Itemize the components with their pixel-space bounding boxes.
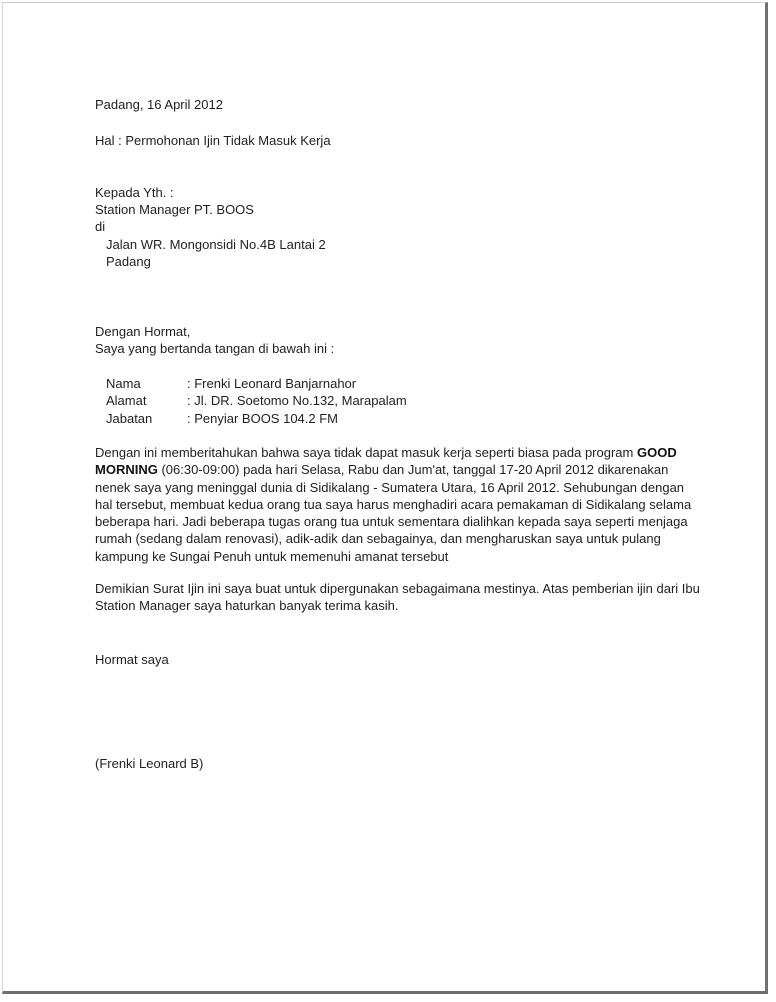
recipient-di: di <box>95 219 106 234</box>
identity-label: Jabatan <box>106 411 153 426</box>
identity-value: : Penyiar BOOS 104.2 FM <box>187 411 339 426</box>
identity-label: Nama <box>106 376 141 391</box>
closing-line: Hormat saya <box>95 652 169 667</box>
letter-subject: Hal : Permohonan Ijin Tidak Masuk Kerja <box>95 133 331 148</box>
signature-name: (Frenki Leonard B) <box>95 756 204 771</box>
greeting: Dengan Hormat, <box>95 324 191 339</box>
identity-value: : Jl. DR. Soetomo No.132, Marapalam <box>187 393 407 408</box>
identity-label: Alamat <box>106 393 147 408</box>
recipient-name: Station Manager PT. BOOS <box>95 202 254 217</box>
intro-line: Saya yang bertanda tangan di bawah ini : <box>95 341 335 356</box>
letter-page <box>2 2 768 994</box>
closing-paragraph: Demikian Surat Ijin ini saya buat untuk dipergunakan sebagaimana mestinya. Atas pemberian ijin dari Ibu Station Manager saya haturkan banyak terima kasih. <box>95 581 700 614</box>
identity-value: : Frenki Leonard Banjarnahor <box>187 376 357 391</box>
place-date: Padang, 16 April 2012 <box>95 97 223 112</box>
recipient-address-line1: Jalan WR. Mongonsidi No.4B Lantai 2 <box>106 237 326 252</box>
body-text-part2: (06:30-09:00) pada hari Selasa, Rabu dan Jum'at, tanggal 17-20 April 2012 dikarenakan nenek saya yang meninggal dunia di Sidikalang - Sumatera Utara, 16 April 2012. Sehubungan dengan hal tersebut, membuat kedua orang tua saya harus menghadiri acara pemakaman di Sidikalang selama beberapa hari. Jadi beberapa tugas orang tua untuk sementara dialihkan kepada saya seperti menjaga rumah (sedang dalam renovasi), adik-adik dan sebagainya, dan mengharuskan saya untuk pulang kampung ke Sungai Penuh untuk memenuhi amanat tersebut <box>95 462 692 564</box>
recipient-salutation: Kepada Yth. : <box>95 185 174 200</box>
body-text-part1: Dengan ini memberitahukan bahwa saya tidak dapat masuk kerja seperti biasa pada program <box>95 445 637 460</box>
program-name: GOOD MORNING <box>95 445 677 478</box>
body-paragraph <box>95 444 701 565</box>
recipient-address-line2: Padang <box>106 254 151 269</box>
